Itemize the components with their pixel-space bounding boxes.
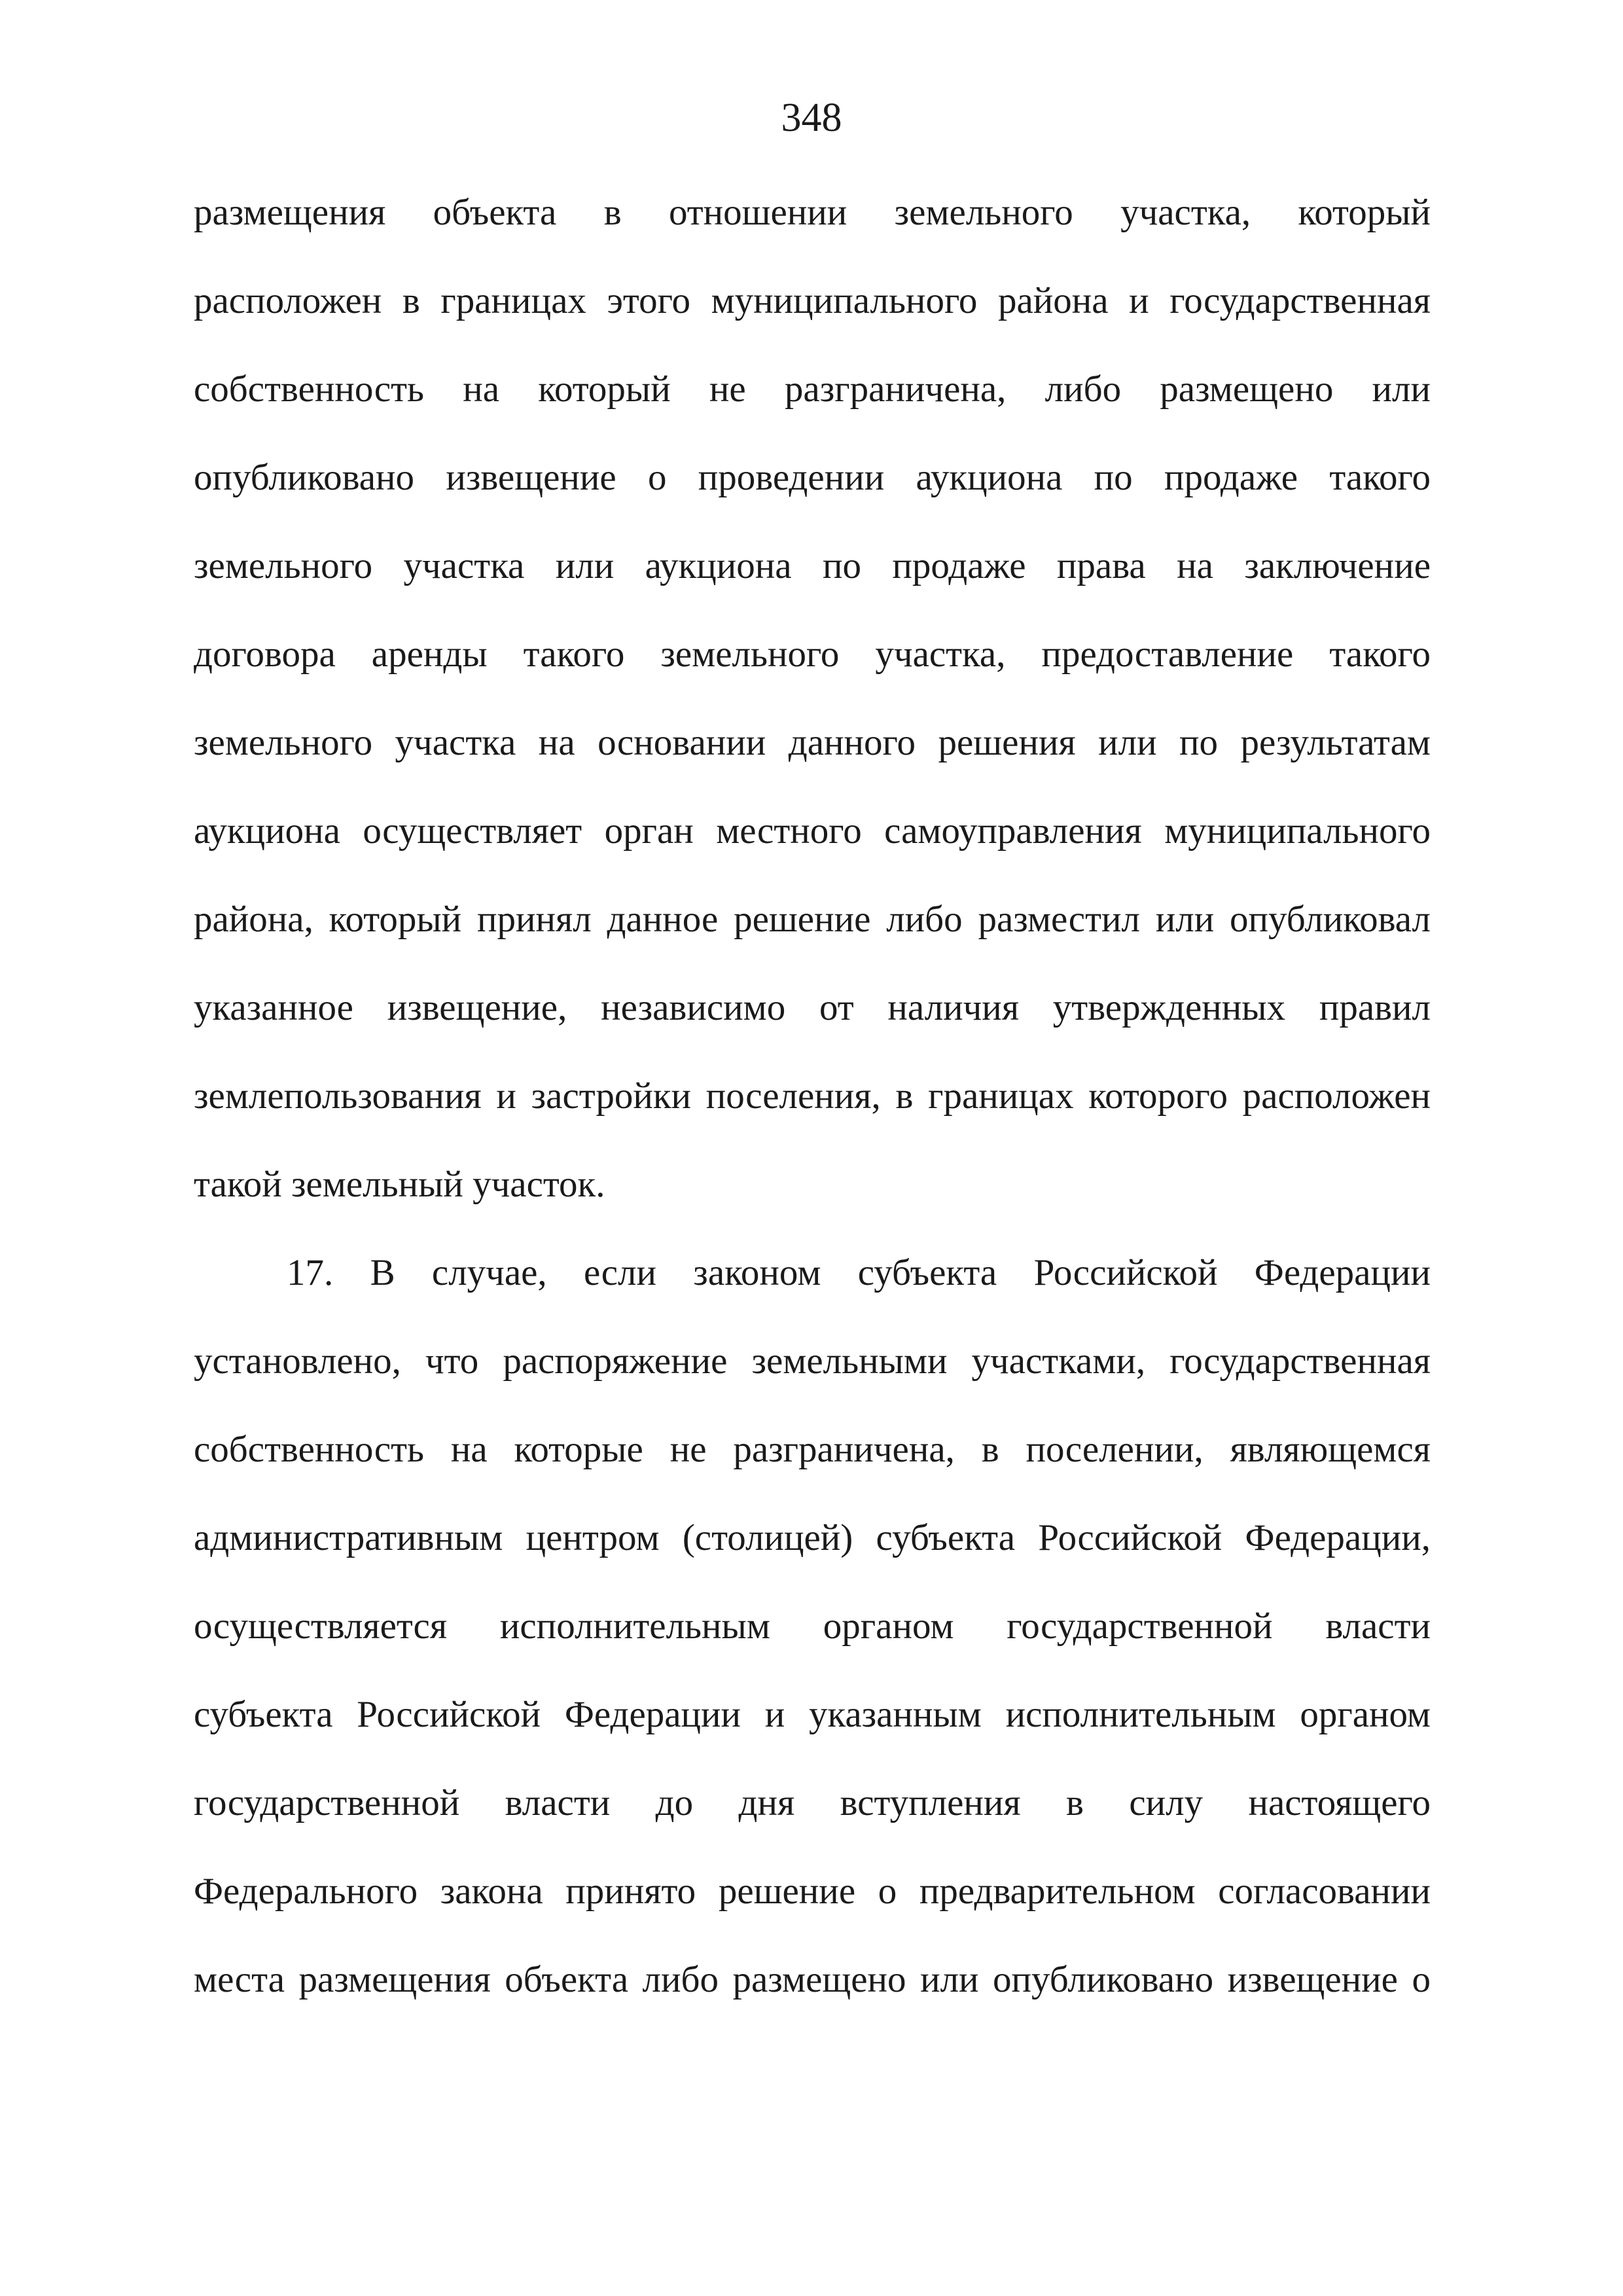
text-line: места размещения объекта либо размещено или опубликовано извещение о [194,1959,1431,2000]
paragraph-end-line: такой земельный участок. [194,1164,605,1205]
text-line: расположен в границах этого муниципального района и государственная [194,280,1431,321]
text-line: землепользования и застройки поселения, в границах которого расположен [194,1075,1431,1117]
text-line: собственность на которые не разграничена, в поселении, являющемся [194,1429,1431,1470]
text-line: указанное извещение, независимо от наличия утвержденных правил [194,987,1431,1028]
document-body [194,183,1431,2039]
paragraph-start-line: 17. В случае, если законом субъекта Российской Федерации [287,1252,1431,1293]
text-line: Федерального закона принято решение о предварительном согласовании [194,1871,1431,1912]
text-line: субъекта Российской Федерации и указанным исполнительным органом [194,1694,1431,1735]
text-line: административным центром (столицей) субъекта Российской Федерации, [194,1517,1431,1558]
text-line: осуществляется исполнительным органом государственной власти [194,1605,1431,1647]
text-line: аукциона осуществляет орган местного самоуправления муниципального [194,810,1431,852]
text-line: земельного участка или аукциона по продаже права на заключение [194,545,1431,586]
text-line: государственной власти до дня вступления в силу настоящего [194,1782,1431,1823]
text-line: установлено, что распоряжение земельными участками, государственная [194,1340,1431,1382]
text-line: опубликовано извещение о проведении аукциона по продаже такого [194,457,1431,498]
text-line: договора аренды такого земельного участка, предоставление такого [194,634,1431,675]
text-line: земельного участка на основании данного решения или по результатам [194,722,1431,763]
text-line: размещения объекта в отношении земельного участка, который [194,192,1431,233]
text-line: собственность на который не разграничена, либо размещено или [194,368,1431,410]
text-line: района, который принял данное решение либо разместил или опубликовал [194,899,1431,940]
page-number: 348 [781,96,842,140]
